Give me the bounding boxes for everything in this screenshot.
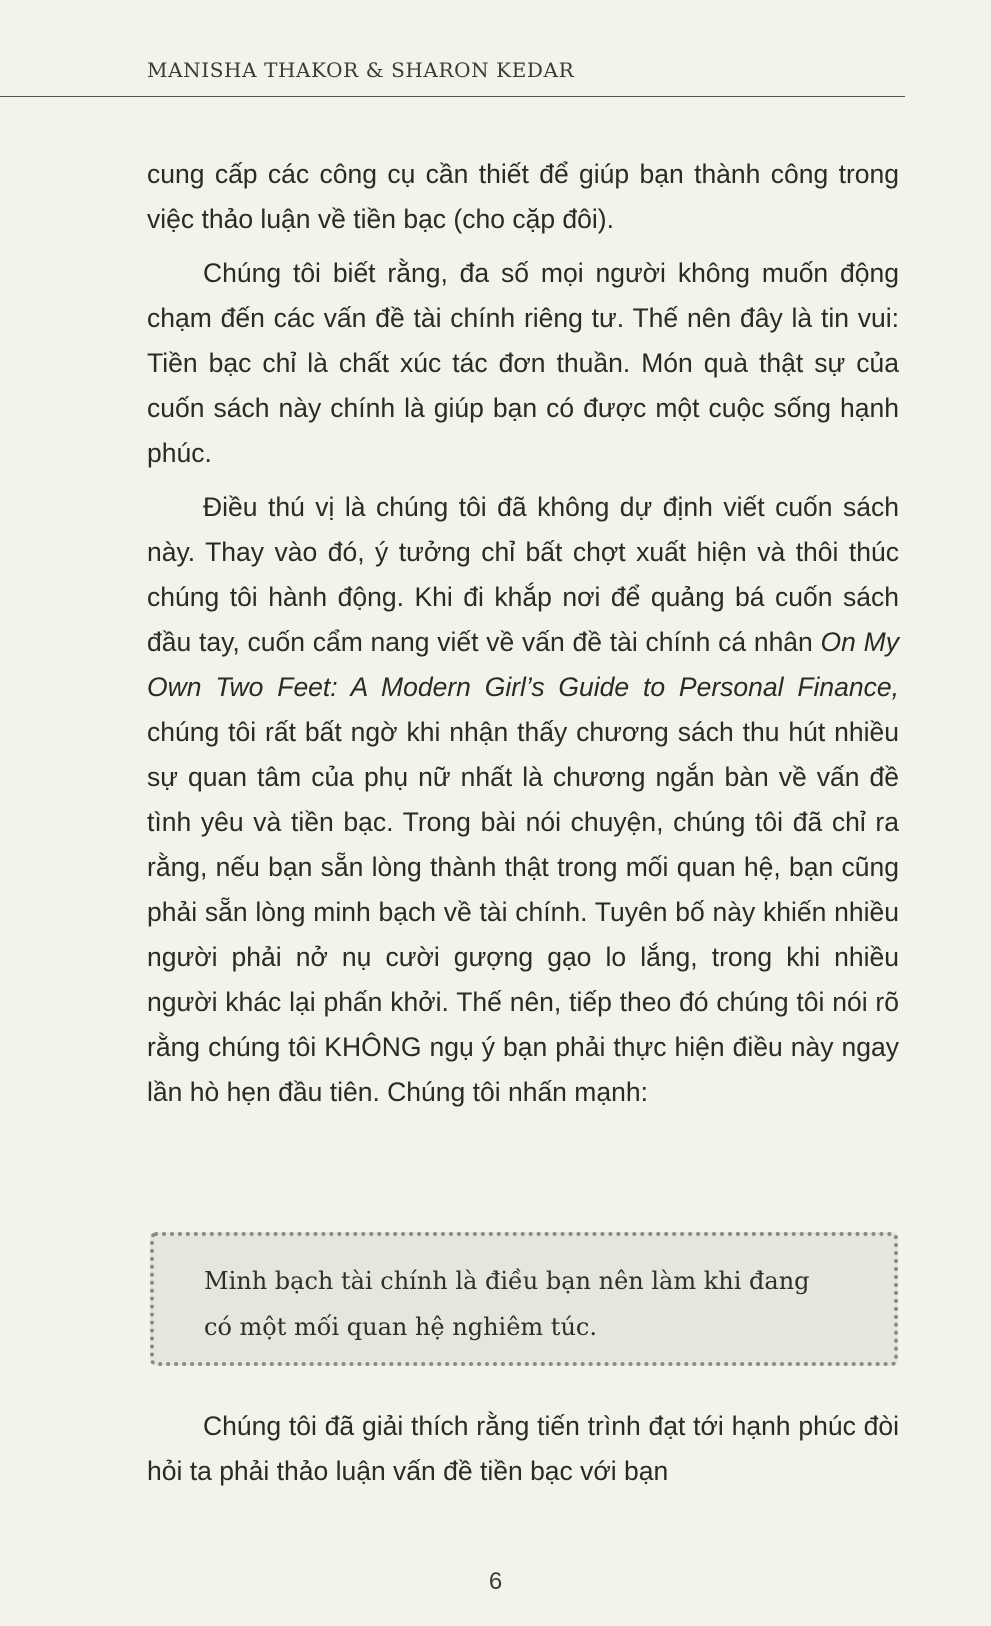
callout-box [150,1232,898,1366]
paragraph-3 [147,485,899,1115]
header-rule [0,96,905,97]
body-text [147,152,899,1115]
page-number: 6 [488,1568,503,1595]
paragraph-4: Chúng tôi đã giải thích rằng tiến trình đạt tới hạnh phúc đòi hỏi ta phải thảo luận vấn đề tiền bạc với bạn [147,1411,899,1486]
paragraph-2: Chúng tôi biết rằng, đa số mọi người không muốn động chạm đến các vấn đề tài chính riêng tư. Thế nên đây là tin vui: Tiền bạc chỉ là chất xúc tác đơn thuần. Món quà thật sự của cuốn sách này chính là giúp bạn có được một cuộc sống hạnh phúc. [147,258,899,468]
book-title: On My Own Two Feet: A Modern Girl’s Guide to Personal Finance, [147,627,899,702]
paragraph-3-text-after: chúng tôi rất bất ngờ khi nhận thấy chương sách thu hút nhiều sự quan tâm của phụ nữ nhất là chương ngắn bàn về vấn đề tình yêu và tiền bạc. Trong bài nói chuyện, chúng tôi đã chỉ ra rằng, nếu bạn sẵn lòng thành thật trong mối quan hệ, bạn cũng phải sẵn lòng minh bạch về tài chính. Tuyên bố này khiến nhiều người phải nở nụ cười gượng gạo lo lắng, trong khi nhiều người khác lại phấn khởi. Thế nên, tiếp theo đó chúng tôi nói rõ rằng chúng tôi KHÔNG ngụ ý bạn phải thực hiện điều này ngay lần hò hẹn đầu tiên. Chúng tôi nhấn mạnh: [147,717,899,1107]
running-head: MANISHA THAKOR & SHARON KEDAR [147,58,575,82]
paragraph-1: cung cấp các công cụ cần thiết để giúp bạn thành công trong việc thảo luận về tiền bạc (cho cặp đôi). [147,159,899,234]
paragraph-3-text-before: Điều thú vị là chúng tôi đã không dự định viết cuốn sách này. Thay vào đó, ý tưởng chỉ bất chợt xuất hiện và thôi thúc chúng tôi hành động. Khi đi khắp nơi để quảng bá cuốn sách đầu tay, cuốn cẩm nang viết về vấn đề tài chính cá nhân [147,492,899,657]
callout-text: Minh bạch tài chính là điều bạn nên làm khi đang có một mối quan hệ nghiêm túc. [204,1267,810,1341]
